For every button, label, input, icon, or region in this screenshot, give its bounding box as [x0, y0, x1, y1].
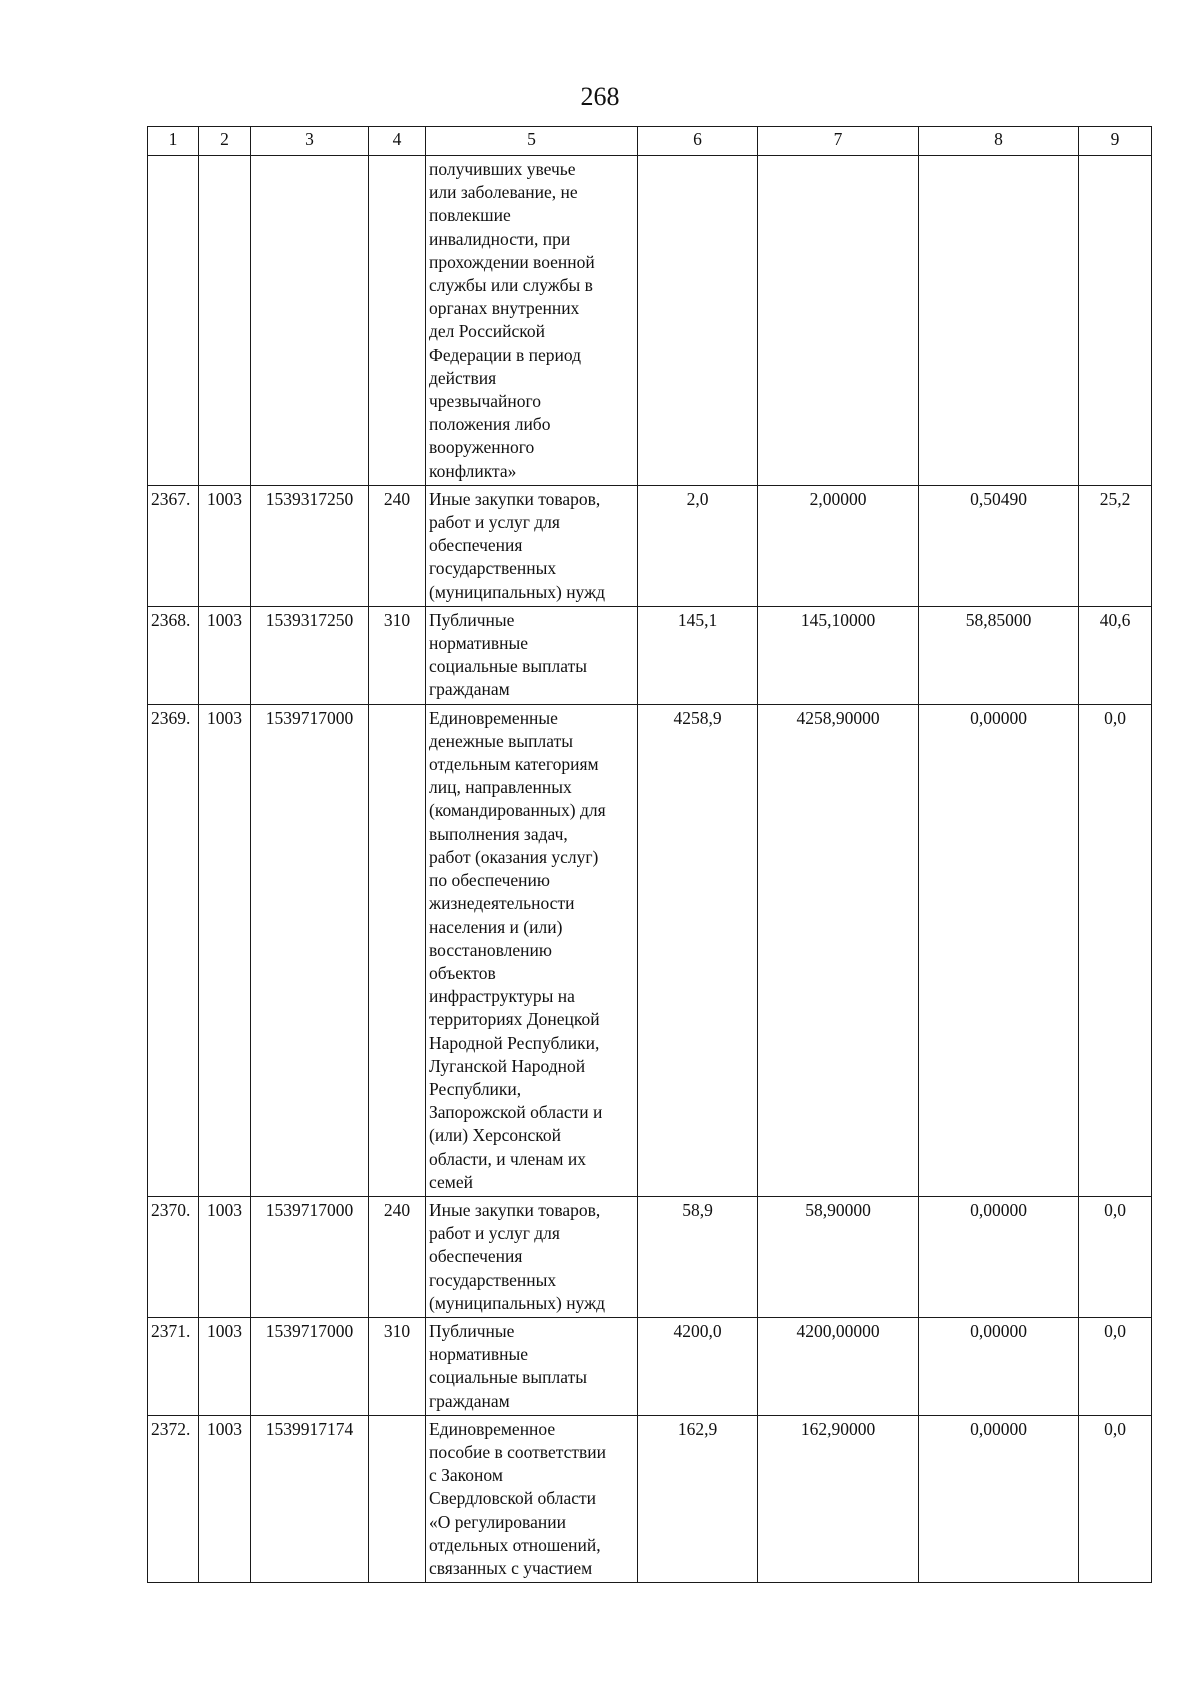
description-line: Народной Республики, — [429, 1032, 600, 1053]
cell-execution-percent — [1079, 156, 1152, 486]
description-line: семей — [429, 1171, 473, 1192]
description-line: государственных — [429, 1269, 557, 1290]
cell-budget-amount — [758, 156, 919, 486]
cell-description — [426, 1415, 638, 1582]
table-body — [148, 156, 1152, 1583]
budget-table — [147, 126, 1152, 1583]
cell-section-code: 1003 — [199, 1317, 251, 1415]
description-line: (муниципальных) нужд — [429, 1292, 606, 1313]
cell-section-code: 1003 — [199, 704, 251, 1196]
description-line: инвалидности, при — [429, 228, 571, 249]
description-line: или заболевание, не — [429, 182, 578, 203]
table-row — [148, 485, 1152, 606]
description-line: с Законом — [429, 1465, 503, 1486]
description-line: лиц, направленных — [429, 777, 572, 798]
cell-approved-amount: 162,9 — [638, 1415, 758, 1582]
description-line: службы или службы в — [429, 275, 593, 296]
cell-budget-amount: 162,90000 — [758, 1415, 919, 1582]
description-line: положения либо — [429, 414, 551, 435]
cell-section-code: 1003 — [199, 1196, 251, 1317]
description-line: гражданам — [429, 1390, 510, 1411]
cell-section-code: 1003 — [199, 606, 251, 704]
description-line: Свердловской области — [429, 1488, 597, 1509]
description-line: «О регулировании — [429, 1511, 566, 1532]
description-line: нормативные — [429, 1344, 529, 1365]
cell-executed-amount — [919, 156, 1079, 486]
cell-section-code — [199, 156, 251, 486]
cell-expense-type: 240 — [369, 485, 426, 606]
cell-expense-type — [369, 1415, 426, 1582]
cell-execution-percent: 25,2 — [1079, 485, 1152, 606]
table-row — [148, 1415, 1152, 1582]
cell-row-number — [148, 156, 199, 486]
column-header-1: 1 — [148, 127, 199, 156]
description-line: территориях Донецкой — [429, 1009, 600, 1030]
cell-executed-amount: 0,00000 — [919, 1196, 1079, 1317]
cell-target-article: 1539317250 — [251, 485, 369, 606]
cell-approved-amount: 145,1 — [638, 606, 758, 704]
description-line: работ и услуг для — [429, 512, 560, 533]
description-line: Запорожской области и — [429, 1102, 603, 1123]
column-header-3: 3 — [251, 127, 369, 156]
table-header-row — [148, 127, 1152, 156]
cell-description — [426, 606, 638, 704]
cell-target-article — [251, 156, 369, 486]
cell-section-code: 1003 — [199, 485, 251, 606]
description-line: обеспечения — [429, 535, 523, 556]
column-header-8: 8 — [919, 127, 1079, 156]
cell-description — [426, 485, 638, 606]
cell-row-number: 2368. — [148, 606, 199, 704]
description-line: денежные выплаты — [429, 730, 573, 751]
description-line: (или) Херсонской — [429, 1125, 562, 1146]
cell-description — [426, 704, 638, 1196]
description-line: обеспечения — [429, 1246, 523, 1267]
cell-expense-type — [369, 704, 426, 1196]
table-row — [148, 606, 1152, 704]
description-line: Единовременные — [429, 707, 558, 728]
cell-budget-amount: 4258,90000 — [758, 704, 919, 1196]
cell-execution-percent: 0,0 — [1079, 704, 1152, 1196]
table-row — [148, 1196, 1152, 1317]
description-line: прохождении военной — [429, 251, 595, 272]
description-line: области, и членам их — [429, 1148, 586, 1169]
description-line: Публичные — [429, 1320, 515, 1341]
cell-executed-amount: 58,85000 — [919, 606, 1079, 704]
description-line: (командированных) для — [429, 800, 606, 821]
cell-execution-percent: 0,0 — [1079, 1317, 1152, 1415]
description-line: Луганской Народной — [429, 1055, 586, 1076]
cell-budget-amount: 58,90000 — [758, 1196, 919, 1317]
cell-target-article: 1539917174 — [251, 1415, 369, 1582]
cell-section-code: 1003 — [199, 1415, 251, 1582]
description-line: восстановлению — [429, 939, 552, 960]
description-line: Иные закупки товаров, — [429, 488, 601, 509]
description-line: работ и услуг для — [429, 1223, 560, 1244]
description-line: отдельным категориям — [429, 754, 599, 775]
cell-target-article: 1539717000 — [251, 1196, 369, 1317]
description-line: Республики, — [429, 1078, 522, 1099]
description-line: гражданам — [429, 679, 510, 700]
column-header-6: 6 — [638, 127, 758, 156]
cell-execution-percent: 0,0 — [1079, 1415, 1152, 1582]
cell-budget-amount: 145,10000 — [758, 606, 919, 704]
description-line: действия — [429, 367, 497, 388]
description-line: государственных — [429, 558, 557, 579]
cell-execution-percent: 40,6 — [1079, 606, 1152, 704]
page-number: 268 — [580, 82, 620, 111]
table-row — [148, 156, 1152, 486]
cell-executed-amount: 0,50490 — [919, 485, 1079, 606]
column-header-9: 9 — [1079, 127, 1152, 156]
cell-target-article: 1539717000 — [251, 704, 369, 1196]
cell-row-number: 2367. — [148, 485, 199, 606]
description-line: Федерации в период — [429, 344, 582, 365]
description-line: Иные закупки товаров, — [429, 1199, 601, 1220]
description-line: объектов — [429, 962, 496, 983]
cell-executed-amount: 0,00000 — [919, 1415, 1079, 1582]
cell-expense-type: 310 — [369, 606, 426, 704]
description-line: пособие в соответствии — [429, 1441, 606, 1462]
description-line: связанных с участием — [429, 1557, 593, 1578]
description-line: повлекшие — [429, 205, 511, 226]
cell-row-number: 2370. — [148, 1196, 199, 1317]
description-line: по обеспечению — [429, 870, 550, 891]
cell-description — [426, 1196, 638, 1317]
description-line: населения и (или) — [429, 916, 563, 937]
cell-budget-amount: 4200,00000 — [758, 1317, 919, 1415]
description-line: социальные выплаты — [429, 656, 587, 677]
description-line: Единовременное — [429, 1418, 556, 1439]
table-row — [148, 704, 1152, 1196]
cell-executed-amount: 0,00000 — [919, 1317, 1079, 1415]
description-line: работ (оказания услуг) — [429, 846, 599, 867]
description-line: получивших увечье — [429, 159, 576, 179]
cell-approved-amount: 2,0 — [638, 485, 758, 606]
description-line: дел Российской — [429, 321, 546, 342]
cell-expense-type: 240 — [369, 1196, 426, 1317]
cell-approved-amount: 4258,9 — [638, 704, 758, 1196]
description-line: Публичные — [429, 609, 515, 630]
cell-target-article: 1539717000 — [251, 1317, 369, 1415]
cell-row-number: 2369. — [148, 704, 199, 1196]
cell-target-article: 1539317250 — [251, 606, 369, 704]
cell-executed-amount: 0,00000 — [919, 704, 1079, 1196]
description-line: отдельных отношений, — [429, 1534, 601, 1555]
table-row — [148, 1317, 1152, 1415]
description-line: (муниципальных) нужд — [429, 581, 606, 602]
cell-row-number: 2372. — [148, 1415, 199, 1582]
cell-approved-amount: 4200,0 — [638, 1317, 758, 1415]
cell-budget-amount: 2,00000 — [758, 485, 919, 606]
description-line: жизнедеятельности — [429, 893, 575, 914]
description-line: вооруженного — [429, 437, 535, 458]
description-line: конфликта» — [429, 460, 517, 481]
description-line: социальные выплаты — [429, 1367, 587, 1388]
description-line: выполнения задач, — [429, 823, 568, 844]
description-line: инфраструктуры на — [429, 986, 575, 1007]
column-header-7: 7 — [758, 127, 919, 156]
cell-row-number: 2371. — [148, 1317, 199, 1415]
column-header-5: 5 — [426, 127, 638, 156]
description-line: органах внутренних — [429, 298, 580, 319]
description-line: чрезвычайного — [429, 391, 542, 412]
cell-expense-type — [369, 156, 426, 486]
cell-description — [426, 1317, 638, 1415]
cell-execution-percent: 0,0 — [1079, 1196, 1152, 1317]
column-header-4: 4 — [369, 127, 426, 156]
cell-expense-type: 310 — [369, 1317, 426, 1415]
cell-description — [426, 156, 638, 486]
column-header-2: 2 — [199, 127, 251, 156]
cell-approved-amount — [638, 156, 758, 486]
cell-approved-amount: 58,9 — [638, 1196, 758, 1317]
description-line: нормативные — [429, 633, 529, 654]
